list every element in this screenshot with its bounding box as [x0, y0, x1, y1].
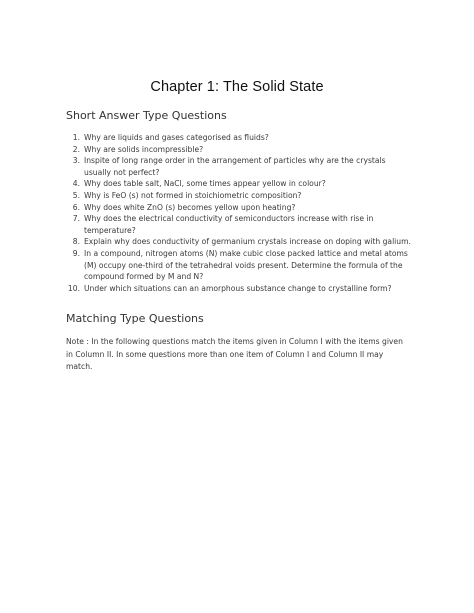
question-number: 4. — [72, 179, 80, 189]
question-item — [66, 236, 411, 248]
question-number: 6. — [72, 202, 80, 212]
question-number: 3. — [72, 156, 80, 166]
question-number: 1. — [72, 133, 80, 142]
question-text: Why are solids incompressible? — [84, 144, 204, 154]
question-text: Under which situations can an amorphous substance change to crystalline form? — [84, 283, 392, 293]
short-answer-heading: Short Answer Type Questions — [66, 109, 227, 122]
matching-note: Note : In the following questions match the items given in Column I with the items given in Column II. In some questions more than one item of Column I and Column II may match. — [66, 337, 403, 371]
question-text: Explain why does conductivity of germanium crystals increase on doping with galium. — [84, 237, 411, 247]
question-item — [66, 283, 411, 295]
question-item — [66, 178, 411, 190]
question-item — [66, 132, 411, 144]
question-text: Why does the electrical conductivity of semiconductors increase with rise in temperature? — [84, 214, 374, 235]
question-item — [66, 190, 411, 202]
question-text: Inspite of long range order in the arrangement of particles why are the crystals usually not perfect? — [84, 156, 386, 177]
question-text: Why is FeO (s) not formed in stoichiometric composition? — [84, 190, 302, 200]
question-text: Why are liquids and gases categorised as fluids? — [84, 133, 269, 142]
question-text: In a compound, nitrogen atoms (N) make cubic close packed lattice and metal atoms (M) occupy one-third of the tetrahedral voids present. Determine the formula of the compound formed by M and N? — [84, 248, 408, 282]
question-item — [66, 202, 411, 214]
question-number: 8. — [72, 237, 80, 247]
short-answer-question-list — [66, 132, 411, 294]
question-number: 7. — [72, 214, 80, 224]
question-text: Why does table salt, NaCl, some times appear yellow in colour? — [84, 179, 326, 189]
question-item — [66, 213, 411, 236]
question-number: 9. — [72, 248, 80, 258]
question-number: 5. — [72, 190, 80, 200]
question-item — [66, 155, 411, 178]
question-number: 10. — [67, 283, 80, 293]
question-item — [66, 248, 411, 283]
question-text: Why does white ZnO (s) becomes yellow upon heating? — [84, 202, 296, 212]
question-number: 2. — [72, 144, 80, 154]
chapter-title: Chapter 1: The Solid State — [150, 79, 324, 95]
question-item — [66, 144, 411, 156]
matching-heading: Matching Type Questions — [66, 312, 204, 325]
